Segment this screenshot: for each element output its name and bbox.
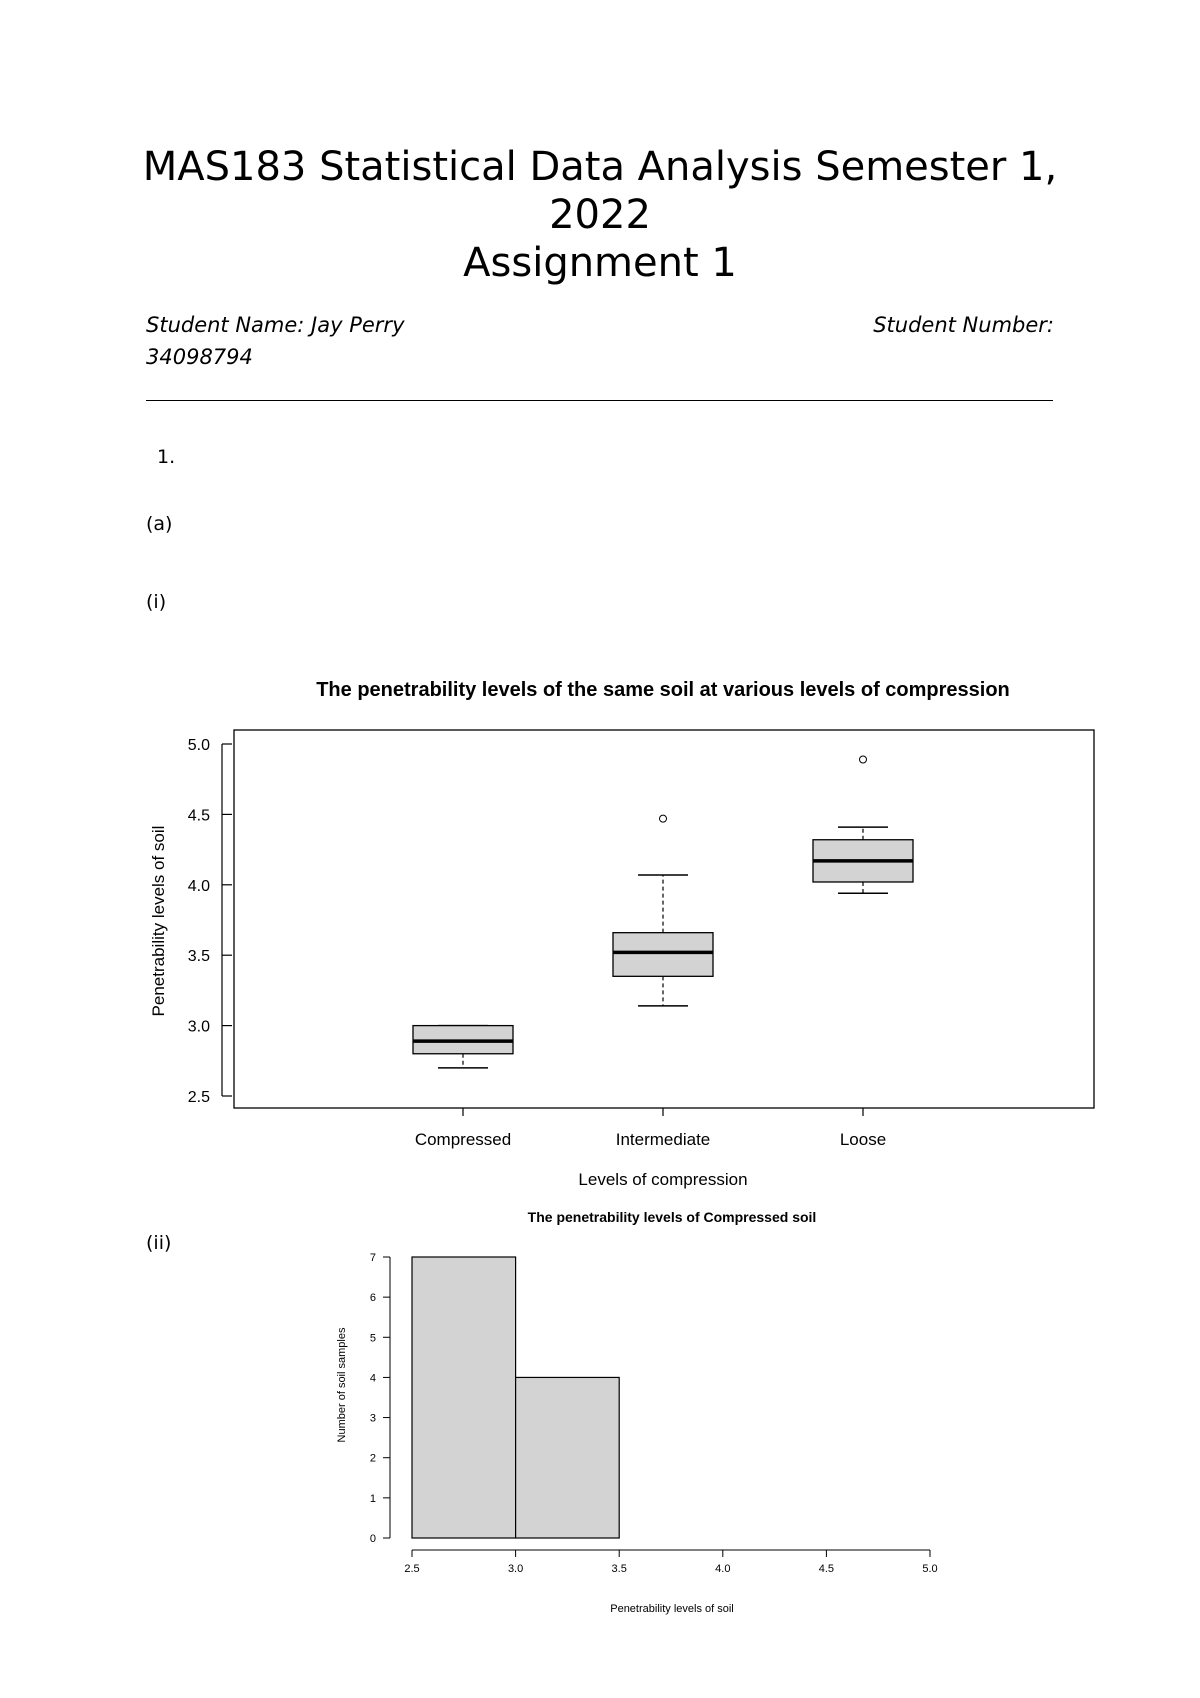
- student-number-label: Student Number:: [873, 313, 1054, 337]
- boxplot-y-tick-label: 4.5: [187, 807, 210, 825]
- histogram-bar: [412, 1257, 516, 1538]
- boxplot-y-tick-label: 3.0: [187, 1018, 210, 1036]
- boxplot-outlier-point: [860, 756, 867, 763]
- histogram-y-tick-label: 7: [369, 1252, 376, 1264]
- boxplot-x-tick-label: Intermediate: [615, 1130, 711, 1149]
- boxplot-x-tick-label: Loose: [839, 1130, 887, 1149]
- boxplot-x-label: Levels of compression: [578, 1170, 748, 1189]
- histogram-x-tick-label: 4.0: [715, 1563, 731, 1575]
- title-line-3: Assignment 1: [463, 240, 737, 286]
- boxplot-outlier-point: [660, 815, 667, 822]
- boxplot-box-loose: [813, 756, 913, 893]
- boxplot-y-tick-label: 4.0: [187, 877, 210, 895]
- boxplot-box-compressed: [413, 1026, 513, 1068]
- histogram-x-tick-label: 5.0: [922, 1563, 938, 1575]
- histogram-x-tick-label: 4.5: [818, 1563, 835, 1575]
- histogram-x-tick-label: 3.5: [611, 1563, 627, 1575]
- histogram-chart: [336, 1209, 938, 1615]
- student-number: 34098794: [146, 345, 253, 369]
- boxplot-iqr-box: [613, 933, 713, 977]
- histogram-x-tick-label: 2.5: [404, 1563, 420, 1575]
- boxplot-y-tick-label: 3.5: [187, 948, 210, 966]
- student-name: Student Name: Jay Perry: [146, 313, 405, 337]
- histogram-y-tick-label: 4: [369, 1372, 376, 1385]
- boxplot-y-tick-label: 2.5: [187, 1089, 210, 1106]
- title-line-2: 2022: [549, 192, 651, 238]
- boxplot-y-tick-label: 5.0: [187, 737, 210, 754]
- histogram-y-tick-label: 3: [369, 1412, 376, 1425]
- histogram-y-tick-label: 0: [369, 1533, 376, 1545]
- histogram-y-label: Number of soil samples: [336, 1327, 348, 1443]
- boxplot-title: The penetrability levels of the same soil at various levels of compression: [316, 679, 1010, 701]
- histogram-bar: [516, 1377, 620, 1538]
- histogram-y-tick-label: 1: [369, 1492, 376, 1505]
- histogram-x-label: Penetrability levels of soil: [610, 1603, 734, 1615]
- part-i-label: (i): [146, 591, 167, 613]
- boxplot-chart: [149, 679, 1094, 1189]
- histogram-y-tick-label: 5: [369, 1332, 376, 1345]
- boxplot-frame: [234, 730, 1094, 1108]
- boxplot-box-intermediate: [613, 815, 713, 1006]
- histogram-y-tick-label: 2: [369, 1452, 376, 1465]
- question-number: 1.: [157, 446, 176, 468]
- part-a-label: (a): [146, 513, 173, 535]
- title-line-1: MAS183 Statistical Data Analysis Semester 1,: [142, 144, 1058, 190]
- boxplot-x-tick-label: Compressed: [414, 1130, 512, 1149]
- histogram-x-tick-label: 3.0: [507, 1563, 524, 1575]
- part-ii-label: (ii): [146, 1232, 172, 1254]
- histogram-y-tick-label: 6: [369, 1292, 376, 1305]
- boxplot-y-label: Penetrability levels of soil: [149, 825, 168, 1017]
- histogram-title: The penetrability levels of Compressed soil: [527, 1209, 817, 1225]
